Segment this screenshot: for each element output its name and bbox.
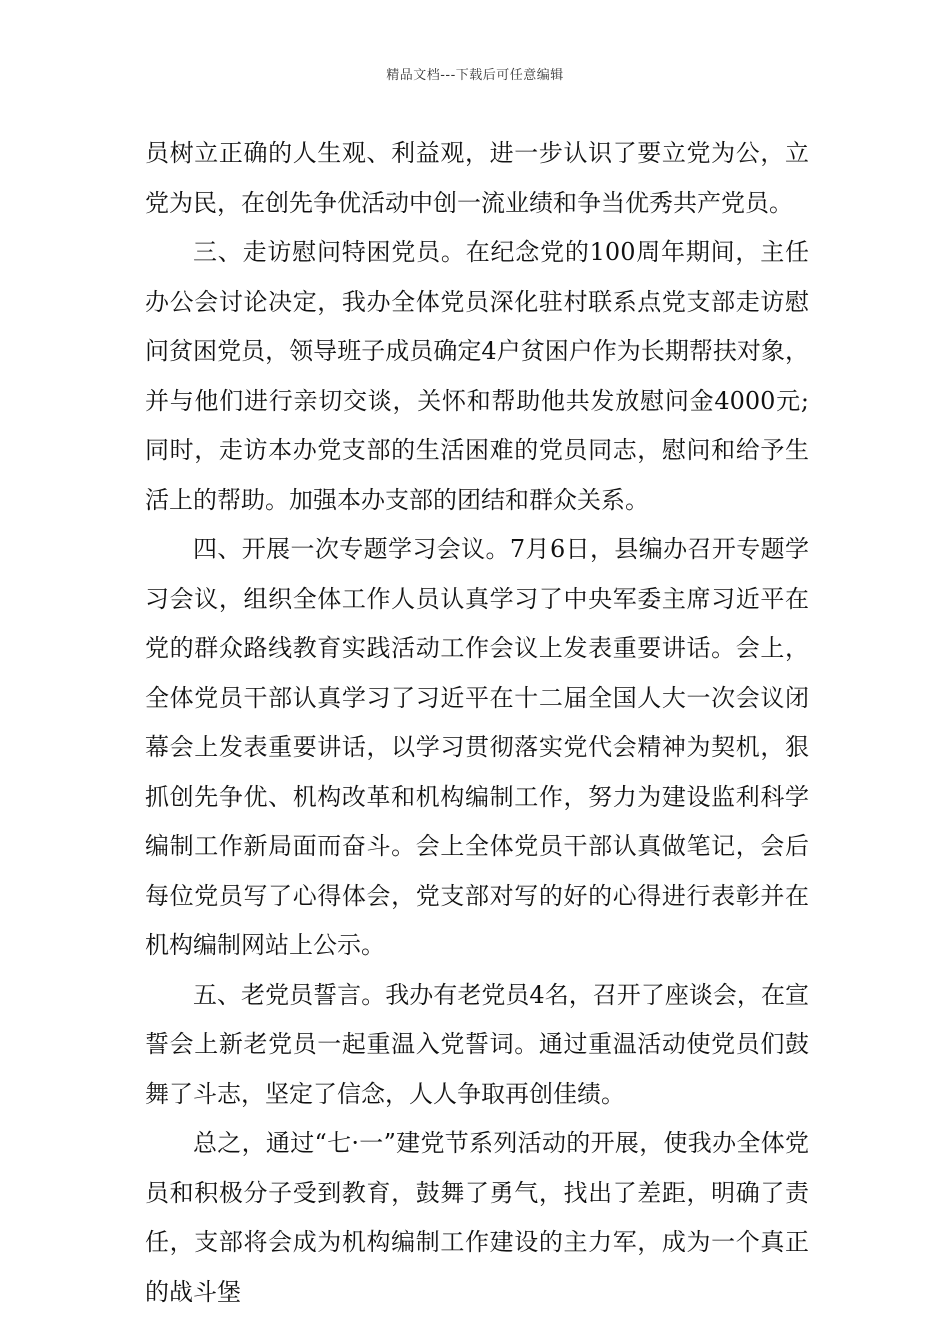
paragraph-oath: 五、老党员誓言。我办有老党员4名，召开了座谈会，在宣誓会上新老党员一起重温入党誓词。通过重温活动使党员们鼓舞了斗志，坚定了信念，人人争取再创佳绩。	[145, 980, 809, 1108]
document-body	[145, 129, 809, 1317]
paragraph-study-meeting: 四、开展一次专题学习会议。7月6日，县编办召开专题学习会议，组织全体工作人员认真学习了中央军委主席习近平在党的群众路线教育实践活动工作会议上发表重要讲话。会上，全体党员干部认真学习了习近平在十二届全国人大一次会议闭幕会上发表重要讲话，以学习贯彻落实党代会精神为契机，狠抓创先争优、机构改革和机构编制工作，努力为建设监利科学编制工作新局面而奋斗。会上全体党员干部认真做笔记，会后每位党员写了心得体会，党支部对写的好的心得进行表彰并在机构编制网站上公示。	[145, 535, 809, 959]
paragraph-continuation: 员树立正确的人生观、利益观，进一步认识了要立党为公，立党为民，在创先争优活动中创一流业绩和争当优秀共产党员。	[145, 139, 809, 217]
page-header: 精品文档---下载后可任意编辑	[386, 68, 564, 83]
paragraph-visit-members: 三、走访慰问特困党员。在纪念党的100周年期间，主任办公会讨论决定，我办全体党员深化驻村联系点党支部走访慰问贫困党员，领导班子成员确定4户贫困户作为长期帮扶对象，并与他们进行亲切交谈，关怀和帮助他共发放慰问金4000元;同时，走访本办党支部的生活困难的党员同志，慰问和给予生活上的帮助。加强本办支部的团结和群众关系。	[145, 238, 809, 514]
paragraph-summary: 总之，通过“七·一”建党节系列活动的开展，使我办全体党员和积极分子受到教育，鼓舞了勇气，找出了差距，明确了责任，支部将会成为机构编制工作建设的主力军，成为一个真正的战斗堡	[145, 1129, 809, 1306]
